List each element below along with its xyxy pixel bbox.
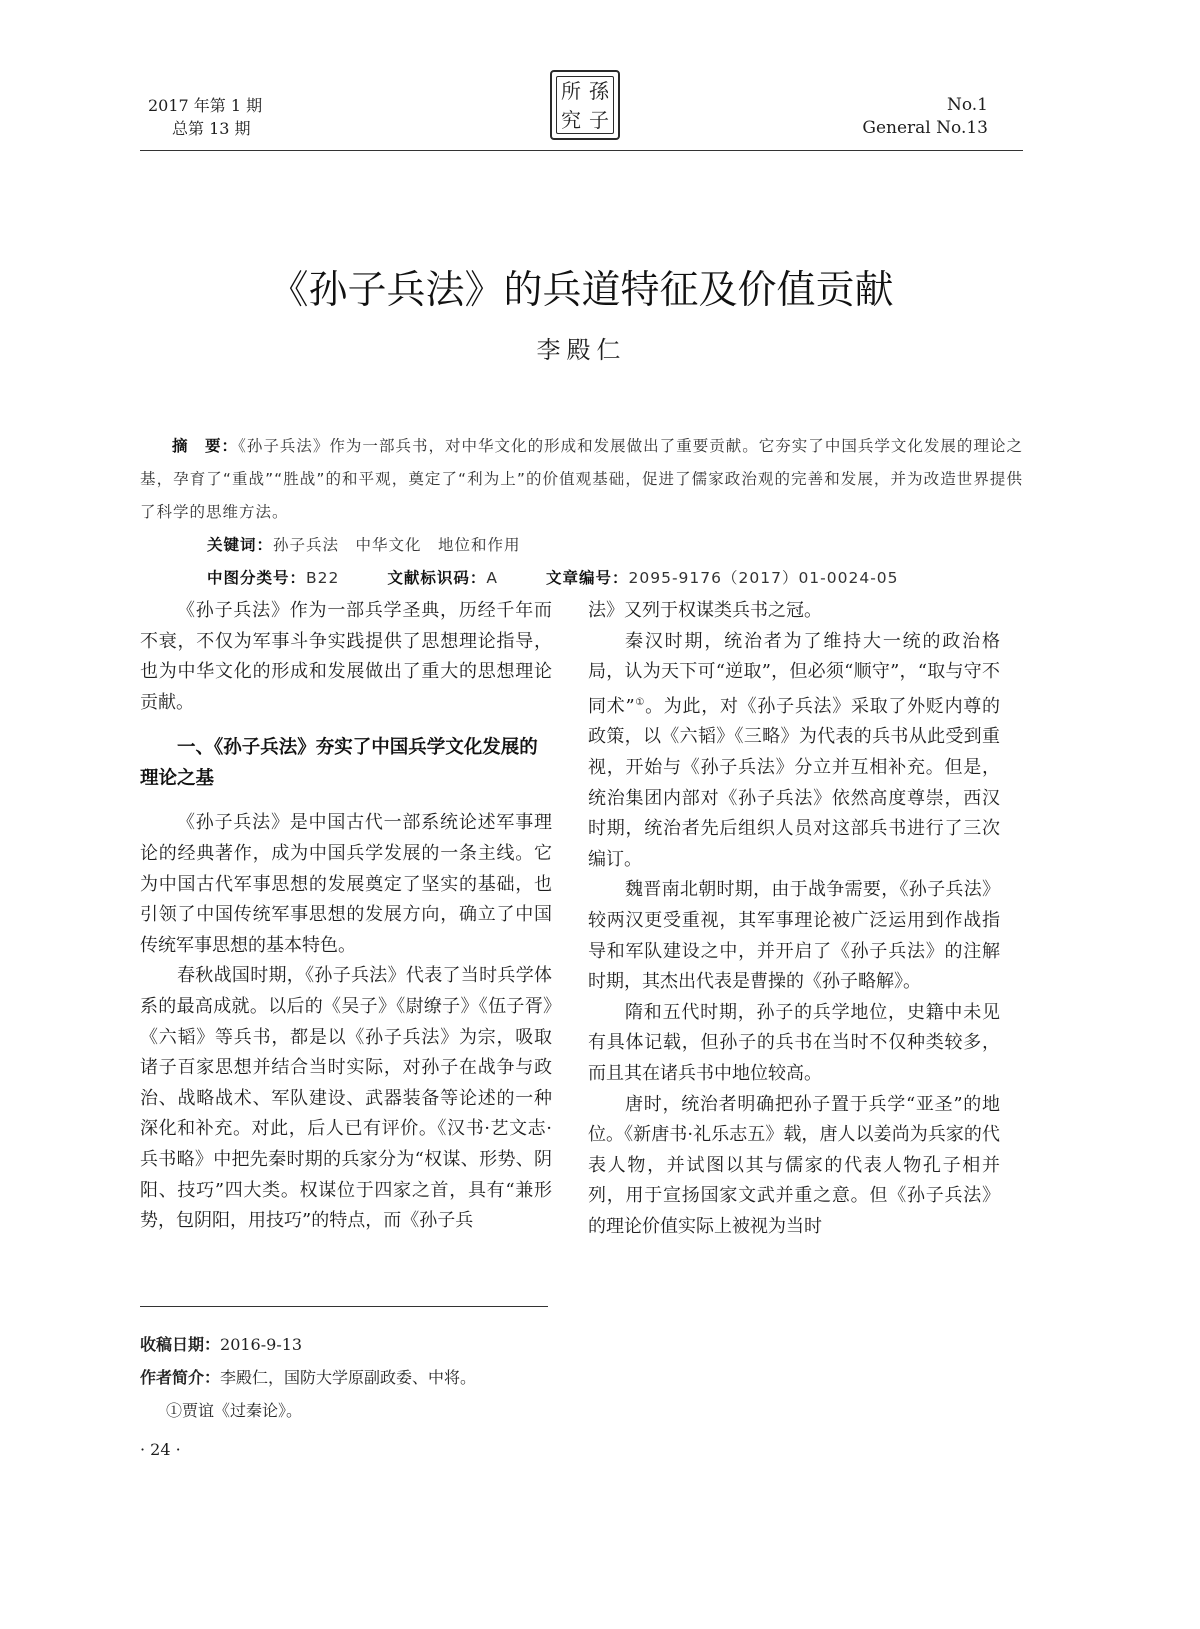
page-number: · 24 · [140,1440,181,1459]
abstract-paragraph [140,430,1023,529]
keywords-label: 关键词： [207,536,274,554]
article-id-value: 2095-9176（2017）01-0024-05 [628,569,899,587]
seal-char: 孫 [589,79,609,103]
body-text: 秦汉时期，统治者为了维持大一统的政治格局，认为天下可“逆取”，但必须“顺守”，“取与守不同术” [588,630,1000,717]
article-id-label: 文章编号： [546,569,629,587]
footnotes-block [140,1328,570,1427]
body-paragraph [588,627,1000,876]
body-paragraph: 《孙子兵法》是中国古代一部系统论述军事理论的经典著作，成为中国兵学发展的一条主线。它为中国古代军事思想的发展奠定了坚实的基础，也引领了中国传统军事思想的发展方向，确立了中国传统军事思想的基本特色。 [140,812,552,956]
body-paragraph: 春秋战国时期，《孙子兵法》代表了当时兵学体系的最高成就。以后的《吴子》《尉缭子》《伍子胥》《六韬》等兵书，都是以《孙子兵法》为宗，吸取诸子百家思想并结合当时实际，对孙子在战争与政治、战略战术、军队建设、武器装备等论述的一种深化和补充。对此，后人已有评价。《汉书·艺文志·兵书略》中把先秦时期的兵家分为“权谋、形势、阴阳、技巧”四大类。权谋位于四家之首，具有“兼形势，包阴阳，用技巧”的特点，而《孙子兵 [140,965,552,1232]
body-paragraph: 唐时，统治者明确把孙子置于兵学“亚圣”的地位。《新唐书·礼乐志五》载，唐人以姜尚为兵家的代表人物，并试图以其与儒家的代表人物孔子相并列，用于宣扬国家文武并重之意。但《孙子兵法》的理论价值实际上被视为当时 [588,1093,1000,1237]
abstract-label: 摘 要： [172,437,239,455]
issue-total: 总第 13 期 [172,119,251,138]
doc-code-value: A [486,569,498,587]
body-paragraph: 魏晋南北朝时期，由于战争需要，《孙子兵法》较两汉更受重视，其军事理论被广泛运用到作战指导和军队建设之中，并开启了《孙子兵法》的注解时期，其杰出代表是曹操的《孙子略解》。 [588,879,1000,993]
seal-char: 究 [561,108,581,132]
author-info-line [140,1361,570,1394]
abstract-text: 《孙子兵法》作为一部兵书，对中华文化的形成和发展做出了重要贡献。它夯实了中国兵学文化发展的理论之基，孕育了“重战”“胜战”的和平观，奠定了“利为上”的价值观基础，促进了儒家政治观的完善和发展，并为改造世界提供了科学的思维方法。 [140,437,1023,521]
received-date-line [140,1328,570,1361]
clc-value: B22 [306,569,340,587]
article-title: 《孙子兵法》的兵道特征及价值贡献 [269,268,894,314]
keywords-line [140,529,1023,562]
journal-issue-en [862,94,988,140]
journal-seal-logo [550,70,620,140]
footnote-1: ①贾谊《过秦论》。 [166,1401,303,1420]
clc-label: 中图分类号： [207,569,307,587]
received-date: 2016-9-13 [220,1335,303,1354]
footnote-divider [140,1306,548,1307]
body-text: 。为此，对《孙子兵法》采取了外贬内尊的政策，以《六韬》《三略》为代表的兵书从此受到重视，开始与《孙子兵法》分立并互相补充。但是，统治集团内部对《孙子兵法》依然高度尊崇，西汉时期，统治者先后组织人员对这部兵书进行了三次编订。 [588,695,1001,870]
section-heading-1: 一、《孙子兵法》夯实了中国兵学文化发展的理论之基 [140,737,538,790]
issue-general-en: General No.13 [862,118,988,138]
body-paragraph: 《孙子兵法》作为一部兵学圣典，历经千年而不衰，不仅为军事斗争实践提供了思想理论指导，也为中华文化的形成和发展做出了重大的思想理论贡献。 [140,600,552,713]
body-column-right [588,596,1000,1242]
doc-code-label: 文献标识码： [387,569,487,587]
footnote-ref[interactable]: ① [634,696,646,708]
issue-number-en: No.1 [946,95,988,115]
classification-line [140,562,1023,595]
issue-year: 2017 年第 1 期 [148,96,263,115]
author-info-label: 作者简介： [140,1368,221,1387]
seal-char: 子 [589,108,609,132]
journal-issue-cn [148,94,262,140]
received-label: 收稿日期： [140,1335,221,1354]
body-column-left [140,596,552,1237]
header-divider [140,150,1023,151]
author-info: 李殿仁，国防大学原副政委、中将。 [220,1368,477,1387]
keywords-text: 孙子兵法 中华文化 地位和作用 [273,536,521,554]
article-author: 李殿仁 [536,336,627,364]
abstract-block [140,430,1023,595]
body-paragraph: 隋和五代时期，孙子的兵学地位，史籍中未见有具体记载，但孙子的兵书在当时不仅种类较多，而且其在诸兵书中地位较高。 [588,1001,1000,1084]
body-paragraph-continued: 法》又列于权谋类兵书之冠。 [588,600,822,621]
seal-char: 所 [561,79,581,103]
